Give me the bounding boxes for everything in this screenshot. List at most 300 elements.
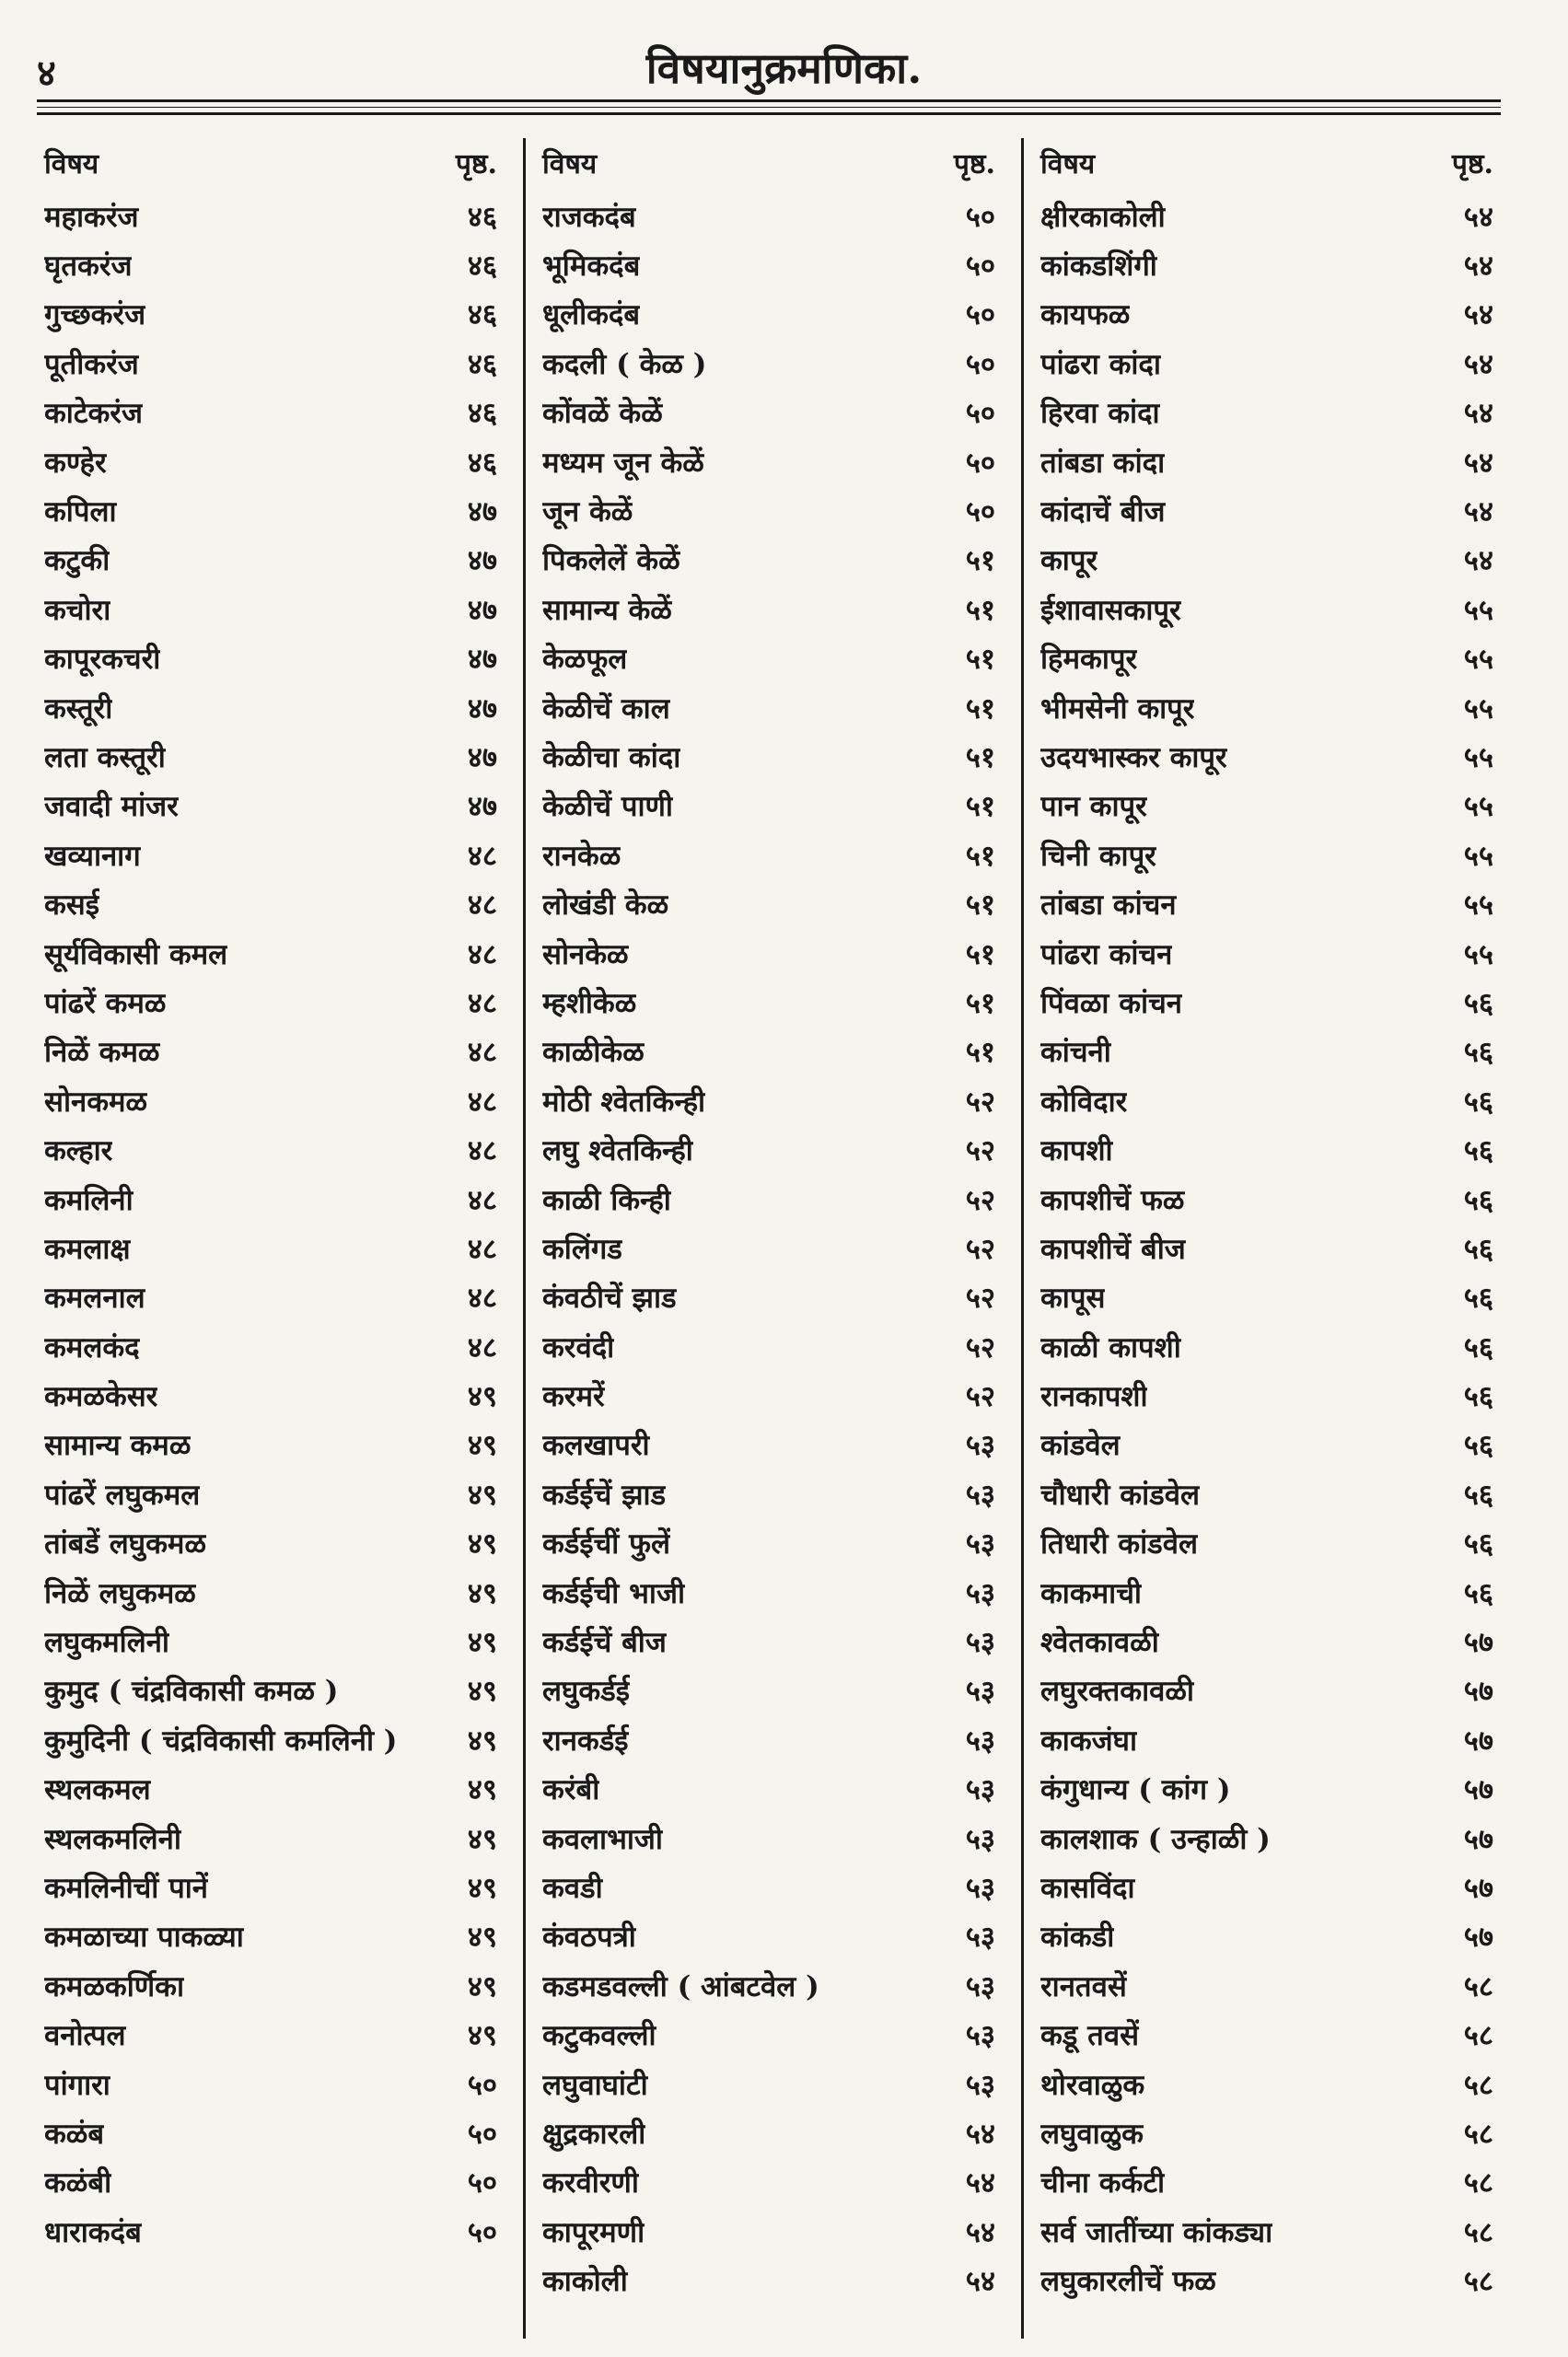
entry-topic: तांबडें लघुकमळ (44, 1527, 207, 1562)
entry-page: ४७ (467, 495, 497, 529)
index-entry (1040, 2010, 1493, 2059)
entry-topic: खव्यानाग (44, 839, 141, 873)
entry-page: ४९ (467, 1871, 497, 1905)
entry-page: ५८ (1463, 2019, 1493, 2053)
entry-page: ४९ (467, 1429, 497, 1463)
column-header (542, 138, 995, 192)
index-entry (1040, 782, 1493, 830)
index-entry (542, 1568, 995, 1617)
entry-page: ५० (467, 2117, 497, 2151)
entry-topic: कापूर (1040, 544, 1098, 578)
index-entry (542, 978, 995, 1027)
entry-page: ५८ (1463, 1969, 1493, 2003)
entry-page: ५६ (1463, 1478, 1493, 1512)
entry-page: ५८ (1463, 2265, 1493, 2299)
entry-page: ५५ (1463, 888, 1493, 923)
entry-page: ५० (965, 495, 995, 529)
entry-page: ५१ (965, 691, 995, 726)
entry-page: ४७ (467, 790, 497, 824)
entry-topic: भूमिकदंब (542, 250, 641, 284)
entry-topic: मध्यम जून केळें (542, 446, 704, 480)
index-entry (542, 1814, 995, 1863)
index-entry (44, 1076, 497, 1125)
entry-topic: कवलाभाजी (542, 1822, 663, 1856)
entry-page: ५३ (965, 1675, 995, 1709)
entry-topic: जवादी मांजर (44, 790, 179, 824)
entry-topic: कांडवेल (1040, 1429, 1121, 1463)
entry-topic: भीमसेनी कापूर (1040, 691, 1195, 726)
index-entry (44, 1617, 497, 1666)
index-entry (542, 536, 995, 585)
entry-topic: कर्डईचें बीज (542, 1626, 667, 1660)
entry-topic: थोरवाळुक (1040, 2068, 1145, 2102)
entry-page: ४९ (467, 1822, 497, 1856)
entry-topic: कमलकंद (44, 1330, 140, 1364)
index-entry (1040, 1175, 1493, 1224)
entry-topic: कापशीचें बीज (1040, 1232, 1186, 1266)
entry-topic: पांगारा (44, 2068, 110, 2102)
entry-topic: निळें लघुकमळ (44, 1576, 196, 1610)
entry-page: ५३ (965, 1626, 995, 1660)
entry-page: ५४ (1463, 298, 1493, 332)
entry-topic: कटुकवल्ली (542, 2019, 656, 2053)
entry-topic: क्षीरकाकोली (1040, 200, 1166, 234)
entry-page: ५४ (965, 2215, 995, 2249)
entry-page: ५५ (1463, 643, 1493, 677)
entry-topic: कमळाच्या पाकळ्या (44, 1921, 244, 1955)
entry-page: ५८ (1463, 2215, 1493, 2249)
entry-topic: पूतीकरंज (44, 347, 139, 381)
entry-page: ५० (467, 2215, 497, 2249)
entry-topic: कापूस (1040, 1282, 1106, 1316)
entry-topic: चिनी कापूर (1040, 839, 1156, 873)
index-entry (542, 782, 995, 830)
entry-page: ४८ (467, 1282, 497, 1316)
entry-topic: स्थलकमलिनी (44, 1822, 181, 1856)
index-entry (542, 1617, 995, 1666)
page-header: पृष्ठ. (1451, 148, 1493, 180)
index-entry (1040, 192, 1493, 240)
page-header: पृष्ठ. (455, 148, 497, 180)
index-entry (1040, 1076, 1493, 1125)
entry-page: ५४ (1463, 544, 1493, 578)
entry-topic: कंगुधान्य ( कांग ) (1040, 1773, 1231, 1807)
entry-topic: लघु श्वेतकिन्ही (542, 1134, 693, 1168)
entry-page: ५३ (965, 1724, 995, 1758)
index-entry (44, 437, 497, 486)
index-entry (1040, 339, 1493, 388)
entry-page: ४९ (467, 1527, 497, 1562)
entry-topic: काळीकेळ (542, 1036, 645, 1070)
entry-page: ५२ (965, 1085, 995, 1119)
entry-topic: राजकदंब (542, 200, 636, 234)
index-entry (1040, 389, 1493, 437)
entry-topic: लघुकर्डई (542, 1675, 630, 1709)
entry-page: ५५ (1463, 691, 1493, 726)
entry-page: ५६ (1463, 1380, 1493, 1414)
index-entry (542, 732, 995, 781)
entry-page: ५१ (965, 888, 995, 923)
entry-page: ४७ (467, 544, 497, 578)
entry-topic: कमलिनीचीं पानें (44, 1871, 208, 1905)
index-entry (1040, 1028, 1493, 1076)
entry-topic: रानतवसें (1040, 1969, 1127, 2003)
entry-topic: तांबडा कांचन (1040, 888, 1177, 923)
entry-topic: कापूरमणी (542, 2215, 645, 2249)
topic-header: विषय (542, 148, 598, 180)
header-rule (37, 99, 1501, 102)
index-entry (44, 240, 497, 289)
entry-topic: पान कापूर (1040, 790, 1147, 824)
index-entry (1040, 1912, 1493, 1961)
index-entry (542, 1273, 995, 1322)
index-entry (542, 1666, 995, 1715)
entry-page: ५७ (1463, 1871, 1493, 1905)
index-entry (44, 1814, 497, 1863)
entry-topic: कायफळ (1040, 298, 1131, 332)
entry-list (44, 192, 497, 2256)
index-entry (542, 339, 995, 388)
entry-topic: सामान्य केळें (542, 593, 672, 627)
entry-page: ४९ (467, 1576, 497, 1610)
entry-topic: घृतकरंज (44, 250, 133, 284)
index-entry (542, 1076, 995, 1125)
entry-page: ५३ (965, 2019, 995, 2053)
index-entry (1040, 1125, 1493, 1174)
entry-page: ५५ (1463, 839, 1493, 873)
index-entry (1040, 437, 1493, 486)
entry-page: ४९ (467, 1675, 497, 1709)
entry-topic: धाराकदंब (44, 2215, 142, 2249)
entry-page: ५२ (965, 1330, 995, 1364)
index-entry (1040, 1568, 1493, 1617)
entry-page: ५३ (965, 1969, 995, 2003)
entry-topic: लोखंडी केळ (542, 888, 669, 923)
entry-topic: कलखापरी (542, 1429, 650, 1463)
entry-topic: रानकर्डई (542, 1724, 629, 1758)
entry-page: ४८ (467, 1036, 497, 1070)
entry-page: ५१ (965, 839, 995, 873)
index-entry (542, 683, 995, 732)
entry-topic: पांढरा कांचन (1040, 937, 1173, 971)
entry-page: ४६ (467, 446, 497, 480)
entry-topic: कपिला (44, 495, 117, 529)
index-entry (542, 1519, 995, 1568)
entry-topic: कळंब (44, 2117, 105, 2151)
entry-page: ५१ (965, 790, 995, 824)
entry-page: ४६ (467, 250, 497, 284)
entry-page: ४८ (467, 986, 497, 1020)
entry-topic: कापशी (1040, 1134, 1113, 1168)
entry-page: ४९ (467, 1921, 497, 1955)
entry-topic: कदली ( केळ ) (542, 347, 707, 381)
entry-page: ५२ (965, 1183, 995, 1217)
index-entry (1040, 978, 1493, 1027)
index-entry (1040, 1814, 1493, 1863)
index-entry (1040, 1519, 1493, 1568)
entry-topic: हिरवा कांदा (1040, 397, 1160, 431)
entry-topic: कडू तवसें (1040, 2019, 1140, 2053)
entry-topic: काकजंघा (1040, 1724, 1137, 1758)
entry-page: ५३ (965, 1527, 995, 1562)
entry-page: ५४ (1463, 200, 1493, 234)
index-entry (542, 2207, 995, 2256)
entry-page: ५५ (1463, 593, 1493, 627)
entry-page: ५१ (965, 1036, 995, 1070)
entry-topic: केळीचें पाणी (542, 790, 673, 824)
index-entry (1040, 1715, 1493, 1764)
index-entry (1040, 879, 1493, 928)
entry-topic: मोठी श्वेतकिन्ही (542, 1085, 706, 1119)
entry-page: ५७ (1463, 1773, 1493, 1807)
entry-topic: करवीरणी (542, 2166, 639, 2200)
entry-page: ५४ (965, 2166, 995, 2200)
entry-page: ५६ (1463, 1527, 1493, 1562)
entry-topic: कमळकेसर (44, 1380, 158, 1414)
entry-topic: कसई (44, 888, 99, 923)
column-header (44, 138, 497, 192)
index-entry (44, 634, 497, 683)
entry-topic: करमरें (542, 1380, 605, 1414)
entry-page: ५८ (1463, 2166, 1493, 2200)
entry-topic: वनोत्पल (44, 2019, 126, 2053)
entry-page: ४९ (467, 1478, 497, 1512)
index-entry (542, 1175, 995, 1224)
entry-topic: हिमकापूर (1040, 643, 1138, 677)
entry-page: ५२ (965, 1380, 995, 1414)
entry-page: ४९ (467, 1724, 497, 1758)
entry-page: ४८ (467, 1232, 497, 1266)
entry-topic: पांढरें लघुकमल (44, 1478, 201, 1512)
entry-page: ५२ (965, 1282, 995, 1316)
index-entry (1040, 1371, 1493, 1420)
entry-page: ५१ (965, 544, 995, 578)
index-entry (542, 192, 995, 240)
entry-topic: कल्हार (44, 1134, 113, 1168)
entry-topic: सोनकेळ (542, 937, 629, 971)
entry-page: ४९ (467, 1626, 497, 1660)
entry-page: ५६ (1463, 1085, 1493, 1119)
index-entry (1040, 1863, 1493, 1911)
entry-page: ५१ (965, 986, 995, 1020)
index-entry (44, 1863, 497, 1911)
index-entry (44, 2060, 497, 2108)
index-entry (44, 1224, 497, 1272)
index-entry (1040, 2108, 1493, 2157)
entry-topic: लघुरक्तकावळी (1040, 1675, 1194, 1709)
index-entry (542, 2108, 995, 2157)
index-entry (44, 879, 497, 928)
column-header (1040, 138, 1493, 192)
entry-topic: कासविंदा (1040, 1871, 1135, 1905)
entry-page: ५६ (1463, 1576, 1493, 1610)
index-entry (542, 1961, 995, 2010)
entry-topic: काळी किन्ही (542, 1183, 671, 1217)
entry-topic: तांबडा कांदा (1040, 446, 1166, 480)
entry-page: ५७ (1463, 1724, 1493, 1758)
index-entry (44, 1568, 497, 1617)
entry-topic: कांदाचें बीज (1040, 495, 1166, 529)
entry-page: ५४ (965, 2117, 995, 2151)
index-entry (542, 437, 995, 486)
entry-page: ५७ (1463, 1626, 1493, 1660)
entry-topic: कांकडी (1040, 1921, 1115, 1955)
index-entry (44, 830, 497, 879)
index-entry (44, 1765, 497, 1814)
entry-page: ५३ (965, 1429, 995, 1463)
entry-page: ५३ (965, 2068, 995, 2102)
index-entry (1040, 2207, 1493, 2256)
topic-header: विषय (44, 148, 99, 180)
entry-topic: रानकापशी (1040, 1380, 1148, 1414)
entry-topic: कोविदार (1040, 1085, 1128, 1119)
entry-page: ५३ (965, 1576, 995, 1610)
entry-topic: सोनकमळ (44, 1085, 148, 1119)
index-entry (44, 389, 497, 437)
page-header: पृष्ठ. (953, 148, 995, 180)
entry-page: ५७ (1463, 1921, 1493, 1955)
entry-page: ४६ (467, 298, 497, 332)
index-entry (44, 1469, 497, 1518)
entry-page: ५६ (1463, 986, 1493, 1020)
entry-topic: कडमडवल्ली ( आंबटवेल ) (542, 1969, 819, 2003)
entry-list (1040, 192, 1493, 2305)
entry-topic: महाकरंज (44, 200, 139, 234)
index-entry (542, 585, 995, 633)
entry-page: ५१ (965, 937, 995, 971)
entry-topic: लघुकारलीचें फळ (1040, 2265, 1216, 2299)
entry-page: ५४ (1463, 347, 1493, 381)
entry-topic: करवंदी (542, 1330, 615, 1364)
index-entry (542, 486, 995, 535)
entry-topic: गुच्छकरंज (44, 298, 146, 332)
index-entry (542, 2060, 995, 2108)
index-column (523, 138, 1021, 2339)
index-entry (44, 1028, 497, 1076)
entry-page: ४८ (467, 937, 497, 971)
index-columns (28, 138, 1519, 2339)
entry-topic: सर्व जातींच्या कांकड्या (1040, 2215, 1273, 2249)
entry-page: ४९ (467, 2019, 497, 2053)
entry-page: ५० (965, 298, 995, 332)
entry-topic: निळें कमळ (44, 1036, 160, 1070)
entry-page: ४८ (467, 1330, 497, 1364)
entry-topic: स्थलकमल (44, 1773, 151, 1807)
entry-page: ५० (965, 397, 995, 431)
index-entry (1040, 1421, 1493, 1469)
entry-page: ५४ (1463, 250, 1493, 284)
entry-topic: चौधारी कांडवेल (1040, 1478, 1200, 1512)
entry-topic: कुमुद ( चंद्रविकासी कमळ ) (44, 1675, 339, 1709)
entry-page: ५१ (965, 740, 995, 774)
entry-page: ४७ (467, 740, 497, 774)
index-entry (542, 1371, 995, 1420)
entry-page: ४९ (467, 1380, 497, 1414)
index-entry (44, 2108, 497, 2157)
entry-topic: कवडी (542, 1871, 603, 1905)
entry-page: ५६ (1463, 1282, 1493, 1316)
entry-topic: कलिंगड (542, 1232, 622, 1266)
entry-page: ४७ (467, 593, 497, 627)
entry-topic: कापूरकचरी (44, 643, 161, 677)
entry-topic: कळंबी (44, 2166, 112, 2200)
index-entry (44, 1322, 497, 1371)
entry-page: ५३ (965, 1773, 995, 1807)
entry-topic: कालशाक ( उन्हाळी ) (1040, 1822, 1271, 1856)
entry-page: ५० (467, 2166, 497, 2200)
entry-page: ५७ (1463, 1675, 1493, 1709)
entry-topic: धूलीकदंब (542, 298, 641, 332)
entry-topic: काकोली (542, 2265, 628, 2299)
index-entry (1040, 2060, 1493, 2108)
entry-topic: पांढरा कांदा (1040, 347, 1161, 381)
index-entry (542, 2158, 995, 2207)
entry-topic: उदयभास्कर कापूर (1040, 740, 1227, 774)
index-entry (1040, 1617, 1493, 1666)
index-entry (44, 683, 497, 732)
entry-page: ४९ (467, 1773, 497, 1807)
entry-page: ५४ (1463, 446, 1493, 480)
entry-page: ४६ (467, 397, 497, 431)
index-entry (542, 1469, 995, 1518)
entry-topic: पांढरें कमळ (44, 986, 167, 1020)
index-entry (44, 1125, 497, 1174)
entry-topic: जून केळें (542, 495, 633, 529)
entry-list (542, 192, 995, 2305)
entry-topic: केळीचें काल (542, 691, 670, 726)
index-entry (44, 1519, 497, 1568)
index-entry (44, 1961, 497, 2010)
index-column (1021, 138, 1519, 2339)
index-entry (44, 290, 497, 339)
entry-page: ५० (965, 250, 995, 284)
index-entry (1040, 1666, 1493, 1715)
index-entry (1040, 486, 1493, 535)
entry-page: ५३ (965, 1921, 995, 1955)
entry-page: ५८ (1463, 2117, 1493, 2151)
entry-page: ५३ (965, 1478, 995, 1512)
entry-page: ५१ (965, 643, 995, 677)
header-rule (37, 112, 1501, 115)
entry-topic: कंवठपत्री (542, 1921, 636, 1955)
entry-topic: लघुवाळुक (1040, 2117, 1144, 2151)
entry-page: ५२ (965, 1232, 995, 1266)
index-entry (542, 2010, 995, 2059)
header-rule (37, 107, 1501, 108)
index-entry (542, 830, 995, 879)
index-entry (542, 1125, 995, 1174)
entry-topic: कमलाक्ष (44, 1232, 131, 1266)
index-entry (1040, 732, 1493, 781)
entry-topic: लता कस्तूरी (44, 740, 166, 774)
index-column (28, 138, 523, 2339)
entry-page: ५६ (1463, 1036, 1493, 1070)
index-entry (542, 1863, 995, 1911)
topic-header: विषय (1040, 148, 1096, 180)
entry-page: ५५ (1463, 740, 1493, 774)
index-entry (44, 339, 497, 388)
entry-page: ५३ (965, 1822, 995, 1856)
entry-page: ५६ (1463, 1232, 1493, 1266)
entry-page: ४७ (467, 691, 497, 726)
index-entry (44, 2158, 497, 2207)
index-entry (1040, 2158, 1493, 2207)
index-entry (44, 978, 497, 1027)
entry-topic: कंवठीचें झाड (542, 1282, 677, 1316)
index-entry (44, 585, 497, 633)
entry-topic: कटुकी (44, 544, 110, 578)
entry-topic: सामान्य कमळ (44, 1429, 192, 1463)
